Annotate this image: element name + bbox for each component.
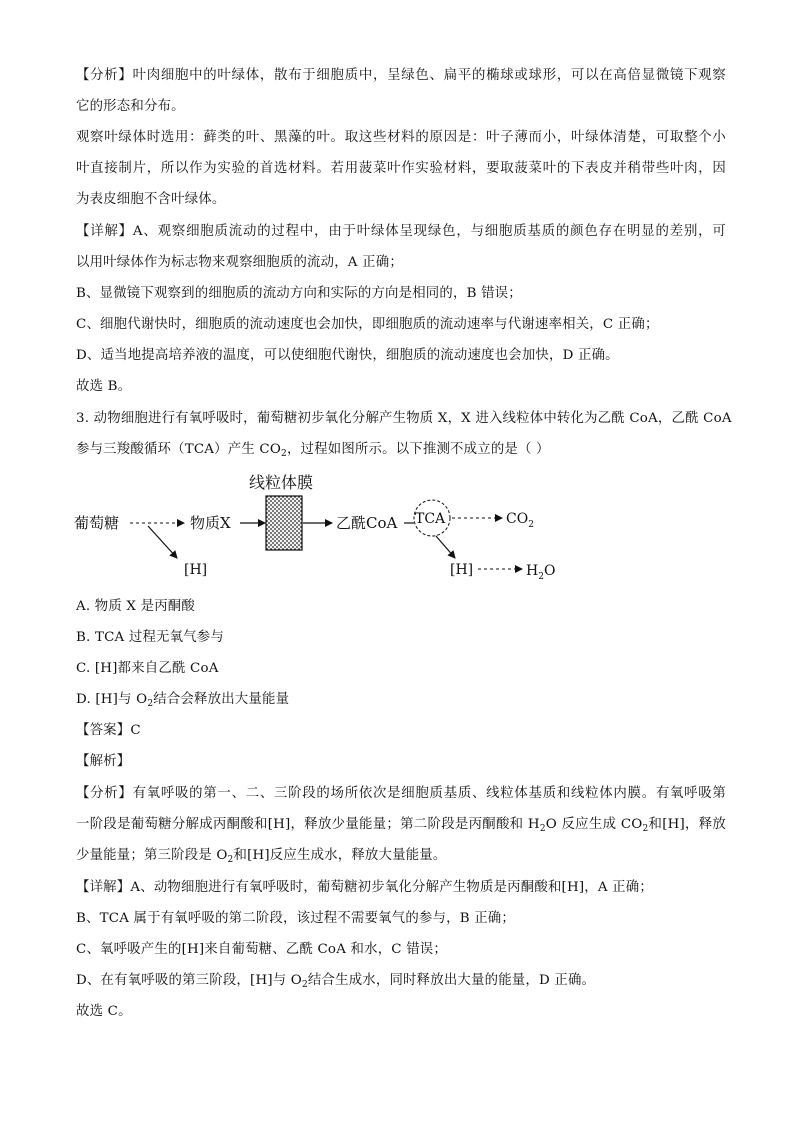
- h-label-1: [H]: [184, 562, 208, 578]
- question-stem-line: 3. 动物细胞进行有氧呼吸时，葡萄糖初步氧化分解产生物质 X，X 进入线粒体中转化为乙酰 CoA，乙酰 CoA: [76, 411, 732, 426]
- final-choice: 故选 C。: [76, 1004, 132, 1019]
- detail-line: D、在有氧呼吸的第三阶段，[H]与 $O_2$结合生成水，同时释放出大量的能量，D 正确。: [76, 973, 596, 990]
- membrane-label: 线粒体膜: [249, 473, 314, 492]
- respiration-diagram: [70, 472, 570, 592]
- analysis-line: 一阶段是葡萄糖分解成丙酮酸和[H]，释放少量能量；第二阶段是丙酮酸和 $H_2O$ 反应生成 $CO_2$和[H]，释放: [76, 817, 726, 834]
- membrane-block: [266, 496, 302, 550]
- answer-line: 【答案】C: [76, 723, 141, 738]
- option-c: C. [H]都来自乙酰 CoA: [76, 661, 219, 676]
- prev-analysis-line: 叶直接制片，所以作为实验的首选材料。若用菠菜叶作实验材料，要取菠菜叶的下表皮并稍带些叶肉，因: [76, 161, 726, 176]
- tca-to-h-arrow: [436, 536, 455, 558]
- option-b: B. TCA 过程无氧气参与: [76, 630, 224, 645]
- prev-detail-line: B、显微镜下观察到的细胞质的流动方向和实际的方向是相同的，B 错误；: [76, 286, 522, 301]
- prev-choice: 故选 B。: [76, 379, 132, 394]
- prev-detail-line: C、细胞代谢快时，细胞质的流动速度也会加快，即细胞质的流动速率与代谢速率相关，C 正确；: [76, 317, 659, 332]
- co2-label: $CO_2$: [506, 511, 534, 530]
- explanation-label: 【解析】: [76, 754, 131, 769]
- tca-label: TCA: [415, 511, 446, 527]
- h-label-2: [H]: [450, 562, 474, 578]
- water-label: $H_2O$: [526, 563, 556, 582]
- detail-line: C、氧呼吸产生的[H]来自葡萄糖、乙酰 CoA 和水，C 错误；: [76, 942, 447, 957]
- prev-detail-line: 以用叶绿体作为标志物来观察细胞质的流动，A 正确；: [76, 255, 403, 270]
- glucose-label: 葡萄糖: [74, 514, 120, 532]
- detail-line: B、TCA 属于有氧呼吸的第二阶段，该过程不需要氧气的参与，B 正确；: [76, 911, 515, 926]
- analysis-line: 少量能量；第三阶段是 $O_2$和[H]反应生成水，释放大量能量。: [76, 848, 447, 865]
- analysis-line: 【分析】有氧呼吸的第一、二、三阶段的场所依次是细胞质基质、线粒体基质和线粒体内膜。有氧呼吸第: [76, 786, 726, 801]
- option-a: A. 物质 X 是丙酮酸: [76, 599, 195, 614]
- prev-analysis-line: 它的形态和分布。: [76, 99, 185, 114]
- answer-value: C: [130, 723, 141, 738]
- prev-analysis-line: 为表皮细胞不含叶绿体。: [76, 192, 226, 207]
- substance-x-label: 物质X: [190, 514, 231, 532]
- detail-line: 【详解】A、动物细胞进行有氧呼吸时，葡萄糖初步氧化分解产生物质是丙酮酸和[H]，A 正确；: [76, 880, 653, 895]
- acetyl-coa-label: 乙酰CoA: [336, 514, 398, 532]
- option-d: D. [H]与 $O_2$结合会释放出大量能量: [76, 692, 290, 709]
- prev-detail-line: 【详解】A、观察细胞质流动的过程中，由于叶绿体呈现绿色，与细胞质基质的颜色存在明显的差别，可: [76, 224, 726, 239]
- prev-analysis-line: 观察叶绿体时选用：藓类的叶、黑藻的叶。取这些材料的原因是：叶子薄而小，叶绿体清楚，可取整个小: [76, 130, 726, 145]
- prev-detail-line: D、适当地提高培养液的温度，可以使细胞代谢快，细胞质的流动速度也会加快，D 正确。: [76, 348, 619, 363]
- glucose-to-h-arrow: [148, 526, 177, 558]
- question-stem-line: 参与三羧酸循环（TCA）产生 $CO_2$，过程如图所示。以下推测不成立的是（ ）: [76, 442, 550, 459]
- prev-analysis-line: 【分析】叶肉细胞中的叶绿体，散布于细胞质中，呈绿色、扁平的椭球或球形，可以在高倍显微镜下观察: [76, 68, 726, 83]
